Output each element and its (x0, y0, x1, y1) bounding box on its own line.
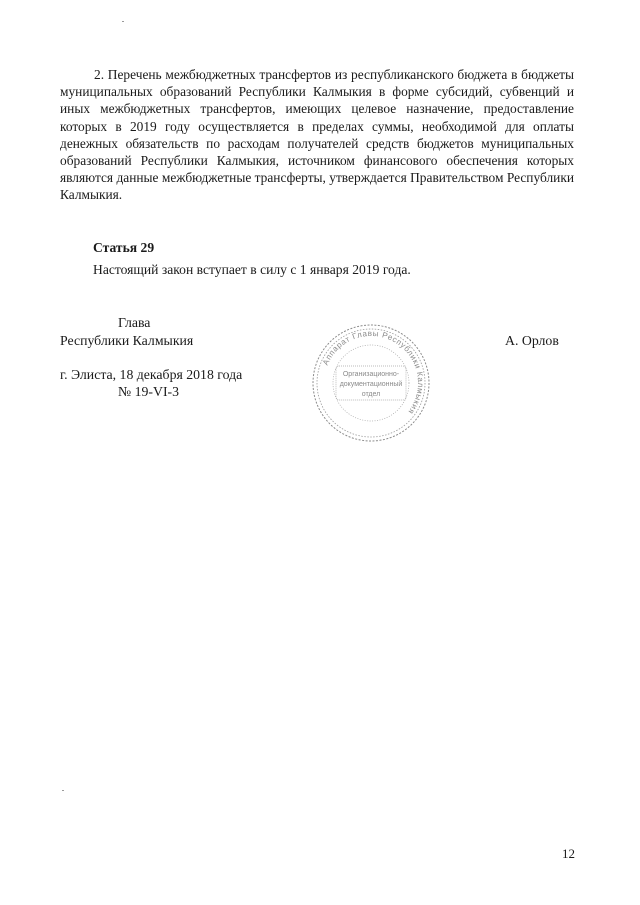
article-heading: Статья 29 (93, 240, 155, 255)
scan-speck (122, 21, 124, 22)
signatory-name: А. Орлов (505, 333, 559, 348)
law-number: № 19-VI-3 (118, 384, 180, 399)
signatory-position-line2: Республики Калмыкия (60, 333, 194, 348)
seal-center-line3: отдел (361, 391, 381, 398)
seal-center-line1: Организационно- (342, 371, 400, 378)
seal-center-line2: документационный (339, 381, 403, 388)
place-date: г. Элиста, 18 декабря 2018 года (60, 367, 243, 382)
seal-outer-text: Аппарат Главы Республики Калмыкия (320, 328, 426, 417)
page-number: 12 (562, 846, 575, 861)
official-seal (310, 322, 432, 444)
article-text: Настоящий закон вступает в силу с 1 января 2019 года. (93, 262, 411, 277)
signatory-position-line1: Глава (118, 315, 151, 330)
body-paragraph: 2. Перечень межбюджетных трансфертов из республиканского бюджета в бюджеты муниципальных образований Республики Калмыкия в форме субсидий, субвенций и иных межбюджетных трансфертов, имеющих целевое назначение, предоставление которых в 2019 году осуществляется в пределах суммы, необходимой для оплаты денежных обязательств по расходам получателей средств бюджетов муниципальных образований Республики Калмыкия, источником финансового обеспечения которых являются данные межбюджетные трансферты, утверждается Правительством Республики Калмыкия. (60, 67, 574, 203)
scan-speck (62, 790, 64, 791)
